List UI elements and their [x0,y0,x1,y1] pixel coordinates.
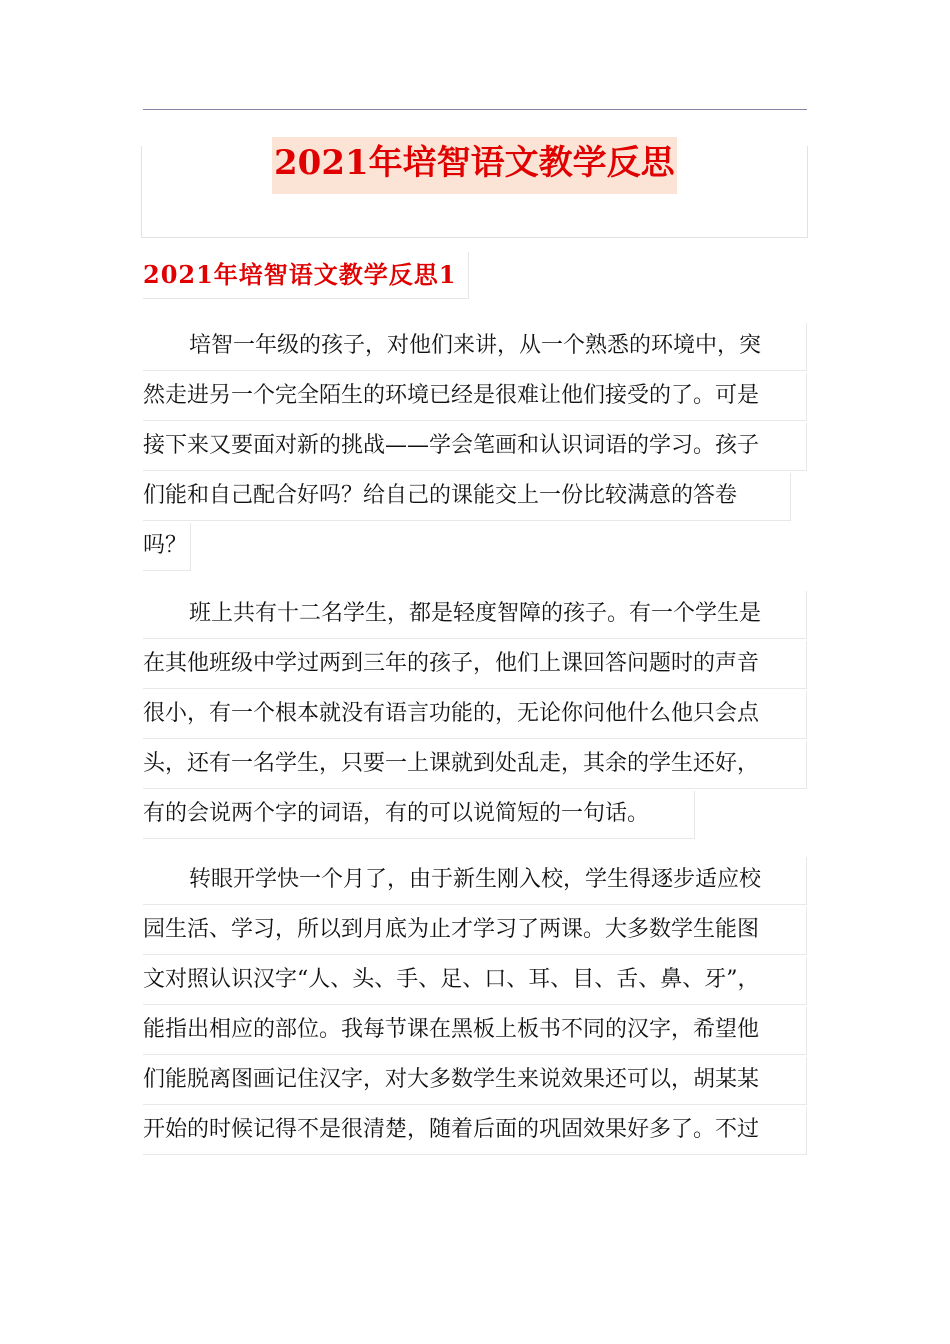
paragraph-line: 转眼开学快一个月了，由于新生刚入校，学生得逐步适应校 [143,857,807,905]
paragraph-line: 有的会说两个字的词语，有的可以说简短的一句话。 [143,791,695,839]
paragraph-line: 们能脱离图画记住汉字，对大多数学生来说效果还可以，胡某某 [143,1057,807,1105]
paragraph-line: 然走进另一个完全陌生的环境已经是很难让他们接受的了。可是 [143,373,807,421]
document-title: 2021年培智语文教学反思 [272,137,677,194]
paragraph-line: 班上共有十二名学生，都是轻度智障的孩子。有一个学生是 [143,591,807,639]
paragraph-line: 头，还有一名学生，只要一上课就到处乱走，其余的学生还好， [143,741,807,789]
paragraph-line: 们能和自己配合好吗？给自己的课能交上一份比较满意的答卷 [143,473,791,521]
section-heading: 2021年培智语文教学反思1 [143,252,469,299]
paragraph-line: 很小，有一个根本就没有语言功能的，无论你问他什么他只会点 [143,691,807,739]
paragraph-line: 接下来又要面对新的挑战——学会笔画和认识词语的学习。孩子 [143,423,807,471]
paragraph-line: 培智一年级的孩子，对他们来讲，从一个熟悉的环境中，突 [143,323,807,371]
paragraph-line: 园生活、学习，所以到月底为止才学习了两课。大多数学生能图 [143,907,807,955]
paragraph-line: 文对照认识汉字“人、头、手、足、口、耳、目、舌、鼻、牙”， [143,957,807,1005]
paragraph-line: 在其他班级中学过两到三年的孩子，他们上课回答问题时的声音 [143,641,807,689]
paragraph-line: 开始的时候记得不是很清楚，随着后面的巩固效果好多了。不过 [143,1107,807,1155]
top-rule [143,109,807,110]
paragraph-line: 能指出相应的部位。我每节课在黑板上板书不同的汉字，希望他 [143,1007,807,1055]
paragraph-line: 吗？ [143,523,191,571]
